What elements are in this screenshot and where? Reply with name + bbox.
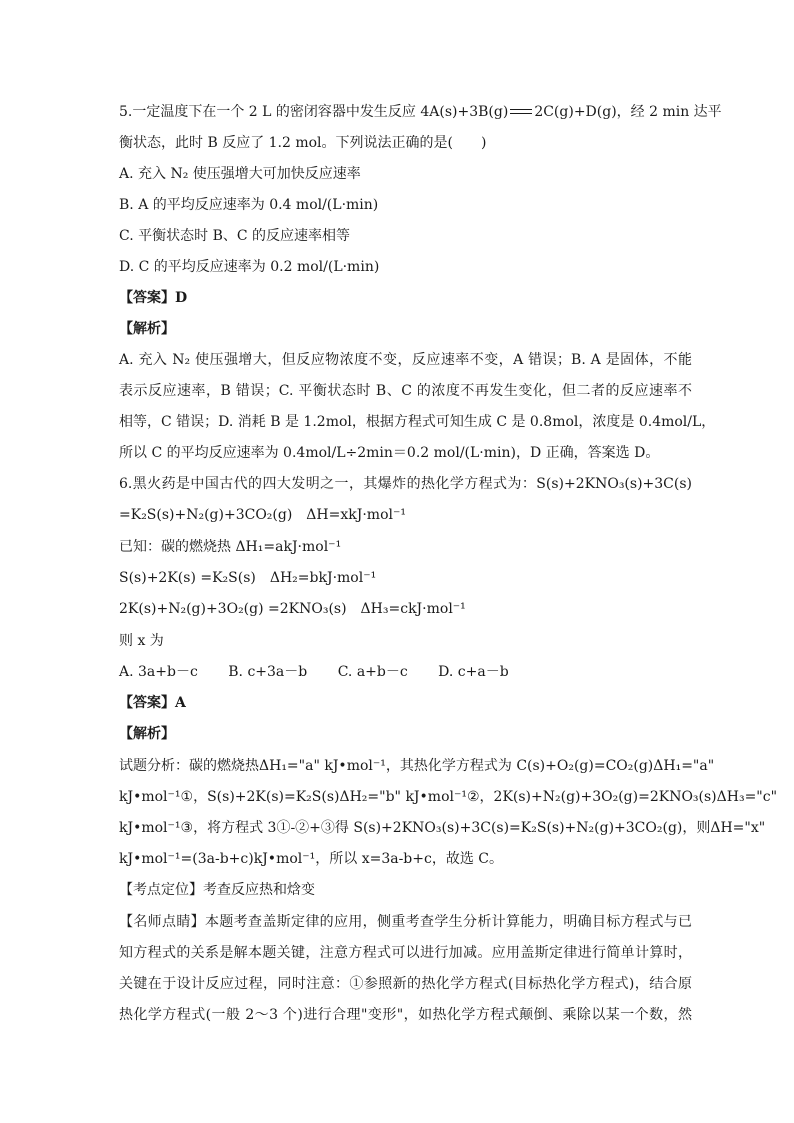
q5-option-c: C. 平衡状态时 B、C 的反应速率相等 [119,228,351,244]
q6-analysis-label: 【解析】 [119,726,175,742]
q6-analysis-line: kJ•mol⁻¹=(3a-b+c)kJ•mol⁻¹，所以 x=3a-b+c，故选 C。 [119,851,504,867]
q6-mingshi-line: 知方程式的关系是解本题关键，注意方程式可以进行加减。应用盖斯定律进行简单计算时， [119,945,692,961]
q6-mingshi-line: 热化学方程式(一般 2～3 个)进行合理"变形"，如热化学方程式颠倒、乘除以某一个数，然 [119,1007,692,1023]
q5-option-b: B. A 的平均反应速率为 0.4 mol/(L·min) [119,197,379,213]
q6-options [119,662,692,682]
q6-known-line1: 已知：碳的燃烧热 ΔH₁=akJ·mol⁻¹ [119,539,342,555]
q5-option-d: D. C 的平均反应速率为 0.2 mol/(L·min) [119,259,380,275]
q6-option-c: C. a+b－c [337,664,408,680]
q6-answer: 【答案】A [119,695,186,711]
equilibrium-arrow-icon [508,108,534,116]
q5-stem-line2: 衡状态，此时 B 反应了 1.2 mol。下列说法正确的是( ) [119,135,487,151]
q5-analysis-line: A. 充入 N₂ 使压强增大，但反应物浓度不变，反应速率不变，A 错误；B. A 是固体，不能 [119,352,692,368]
q6-mingshi-line: 关键在于设计反应过程，同时注意：①参照新的热化学方程式(目标热化学方程式)，结合原 [119,976,692,992]
q5-answer: 【答案】D [119,290,188,306]
q6-stem-line2: =K₂S(s)+N₂(g)+3CO₂(g) ΔH=xkJ·mol⁻¹ [119,507,406,523]
q6-option-d: D. c+a－b [438,664,509,680]
q6-mingshi-line: 【名师点睛】本题考查盖斯定律的应用，侧重考查学生分析计算能力，明确目标方程式与已 [119,914,692,930]
q6-stem-line1: 6.黑火药是中国古代的四大发明之一，其爆炸的热化学方程式为：S(s)+2KNO₃(s)+3C(s) [119,476,692,492]
q6-ask: 则 x 为 [119,633,164,649]
q6-option-a: A. 3a+b－c [119,664,198,680]
q6-known-line3: 2K(s)+N₂(g)+3O₂(g) =2KNO₃(s) ΔH₃=ckJ·mol⁻¹ [119,601,466,617]
q6-kaodian: 【考点定位】考查反应热和焓变 [119,882,315,898]
q6-analysis-line: 试题分析：碳的燃烧热ΔH₁="a" kJ•mol⁻¹，其热化学方程式为 C(s)+O₂(g)=CO₂(g)ΔH₁="a" [119,758,715,774]
q5-analysis-label: 【解析】 [119,321,175,337]
q5-stem-line1: 5.一定温度下在一个 2 L 的密闭容器中发生反应 4A(s)+3B(g) 2C(g)+D(g)，经 2 min 达平 [119,104,722,120]
q5-analysis-line: 所以 C 的平均反应速率为 0.4mol/L÷2min＝0.2 mol/(L·min)，D 正确，答案选 D。 [119,445,660,461]
q5-analysis-line: 相等，C 错误；D. 消耗 B 是 1.2mol，根据方程式可知生成 C 是 0.8mol，浓度是 0.4mol/L， [119,414,716,430]
q6-analysis-line: kJ•mol⁻¹①，S(s)+2K(s)=K₂S(s)ΔH₂="b" kJ•mol⁻¹②，2K(s)+N₂(g)+3O₂(g)=2KNO₃(s)ΔH₃="c" [119,789,778,805]
q6-known-line2: S(s)+2K(s) =K₂S(s) ΔH₂=bkJ·mol⁻¹ [119,570,377,586]
q6-option-b: B. c+3a－b [228,664,308,680]
q6-analysis-line: kJ•mol⁻¹③，将方程式 3①-②+③得 S(s)+2KNO₃(s)+3C(s)=K₂S(s)+N₂(g)+3CO₂(g)，则ΔH="x" [119,820,766,836]
q5-analysis-line: 表示反应速率，B 错误；C. 平衡状态时 B、C 的浓度不再发生变化，但二者的反应速率不 [119,383,692,399]
q5-option-a: A. 充入 N₂ 使压强增大可加快反应速率 [119,166,361,182]
